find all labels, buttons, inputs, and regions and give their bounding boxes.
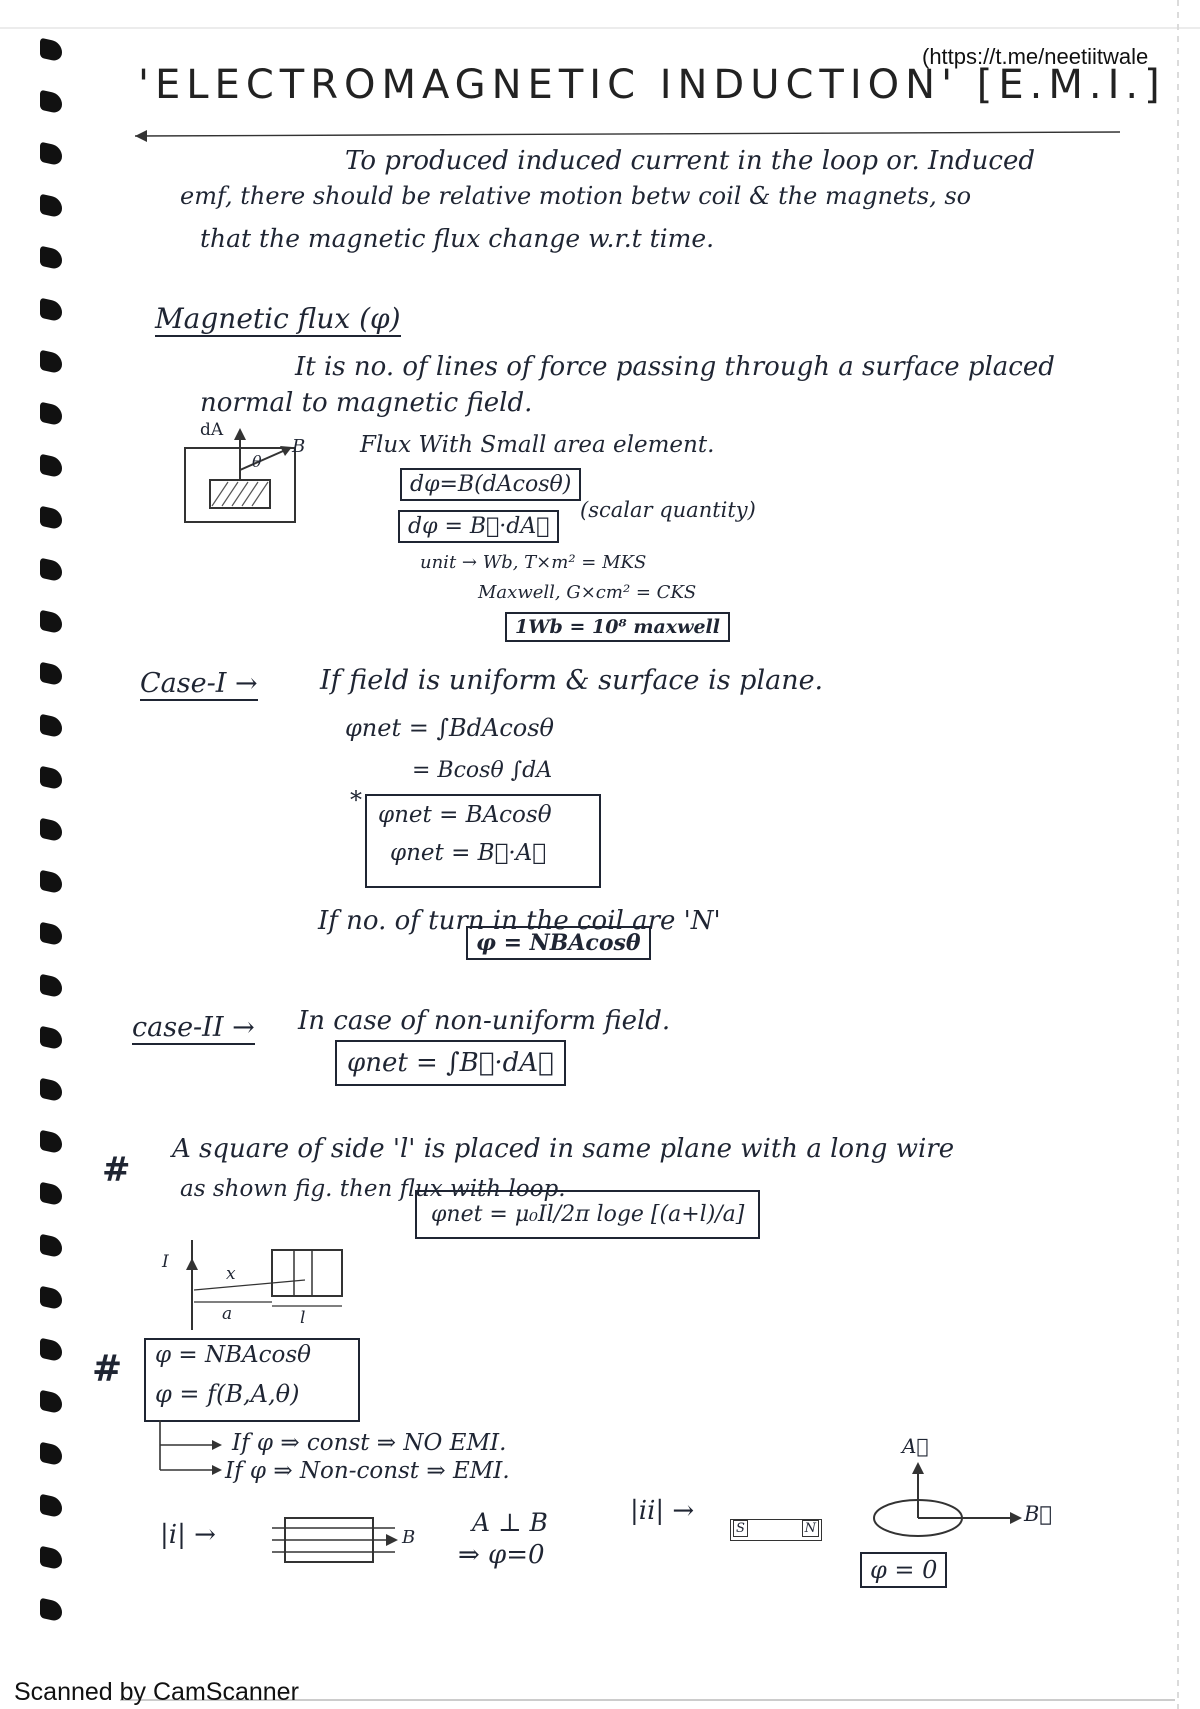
- scanner-footer: Scanned by CamScanner: [14, 1678, 299, 1706]
- example-2-box: φ = 0: [860, 1552, 947, 1588]
- intro-line-1: To produced induced current in the loop or. Induced: [345, 146, 1035, 176]
- small-area-title: Flux With Small area element.: [360, 432, 715, 458]
- magnet-n: N: [802, 1520, 819, 1537]
- wire-current-label: I: [162, 1252, 169, 1272]
- case2-label: case-II →: [132, 1012, 255, 1043]
- b-label: B: [292, 436, 306, 457]
- dphi-box-2: dφ = B⃗·dA⃗: [398, 510, 559, 543]
- hash-mark-2: #: [92, 1348, 123, 1390]
- case1-label: Case-I →: [140, 668, 258, 699]
- watermark-url: (https://t.me/neetiitwale: [918, 44, 1152, 70]
- example-1-b: B: [402, 1527, 416, 1548]
- flux-heading: Magnetic flux (φ): [155, 302, 401, 335]
- case2-text: In case of non-uniform field.: [298, 1006, 671, 1036]
- example-1-result: ⇒ φ=0: [458, 1540, 545, 1570]
- case1-box-eq-1: φnet = BAcosθ: [378, 802, 552, 828]
- case2-box: φnet = ∫B⃗·dA⃗: [335, 1040, 566, 1086]
- example-2-label: |ii| →: [630, 1496, 695, 1526]
- maxwell-line: Maxwell, G×cm² = CKS: [478, 582, 697, 603]
- emi-box-eq-1: φ = NBAcosθ: [155, 1342, 312, 1368]
- example-2-b: B⃗: [1024, 1502, 1053, 1526]
- square-text-1: A square of side 'l' is placed in same plane with a long wire: [172, 1134, 955, 1164]
- square-text-2: as shown fig. then flux with loop.: [180, 1176, 566, 1202]
- scalar-note: (scalar quantity): [580, 498, 756, 522]
- da-label: dA: [200, 420, 224, 440]
- case1-eq-1: φnet = ∫BdAcosθ: [345, 714, 554, 742]
- wire-a-label: a: [222, 1304, 233, 1324]
- case1-eq-2: = Bcosθ ∫dA: [412, 758, 553, 783]
- page-title: 'ELECTROMAGNETIC INDUCTION' [E.M.I.]: [138, 62, 1166, 108]
- case1-box-eq-2: φnet = B⃗·A⃗: [390, 840, 547, 866]
- star-mark: *: [350, 786, 362, 814]
- example-2-a: A⃗: [902, 1434, 929, 1458]
- turns-text: If no. of turn in the coil are 'N': [318, 906, 721, 936]
- emi-nonconst-text: If φ ⇒ Non-const ⇒ EMI.: [225, 1458, 510, 1484]
- dphi-box-1: dφ=B(dAcosθ): [400, 468, 581, 501]
- flux-def-line-2: normal to magnetic field.: [200, 388, 533, 418]
- example-1-perp: A ⊥ B: [472, 1508, 548, 1537]
- intro-line-3: that the magnetic flux change w.r.t time.: [200, 224, 715, 253]
- magnet-s: S: [733, 1520, 748, 1537]
- theta-label: θ: [252, 452, 262, 471]
- turns-box: φ = NBAcosθ: [466, 926, 651, 960]
- square-flux-box: φnet = μ₀Il/2π loge [(a+l)/a]: [415, 1190, 760, 1239]
- example-1-label: |i| →: [160, 1520, 216, 1550]
- case1-text: If field is uniform & surface is plane.: [320, 665, 824, 696]
- wire-x-label: x: [226, 1264, 236, 1284]
- intro-line-2: emf, there should be relative motion betw coil & the magnets, so: [180, 182, 972, 210]
- flux-def-line-1: It is no. of lines of force passing through a surface placed: [295, 352, 1055, 382]
- emi-const-text: If φ ⇒ const ⇒ NO EMI.: [232, 1430, 507, 1456]
- hash-mark-1: #: [102, 1150, 131, 1190]
- wire-l-label: l: [300, 1308, 306, 1328]
- wb-maxwell-box: 1Wb = 10⁸ maxwell: [505, 612, 730, 642]
- unit-line: unit → Wb, T×m² = MKS: [420, 552, 647, 573]
- emi-box-eq-2: φ = f(B,A,θ): [155, 1380, 300, 1408]
